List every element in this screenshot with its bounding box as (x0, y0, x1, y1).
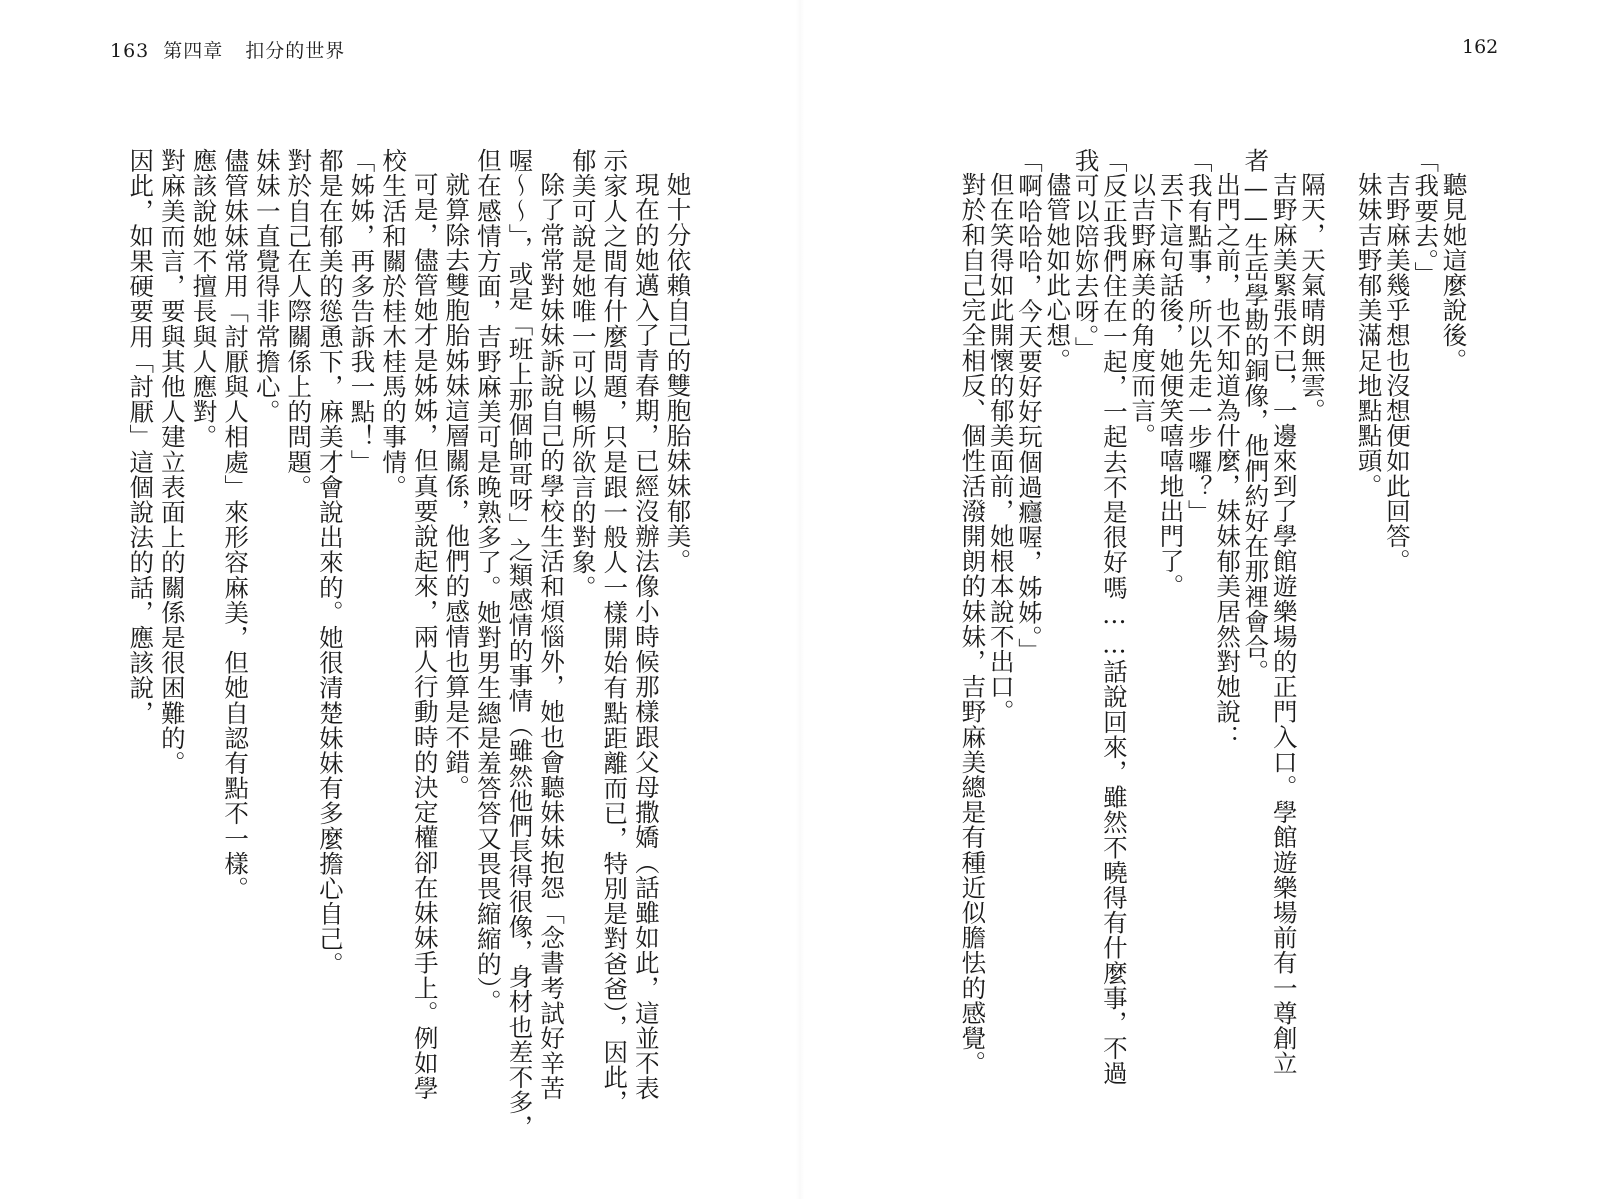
text-column: 「姊姊，再多告訴我一點！」 (347, 148, 377, 475)
text-column: 喔～～」，或是「班上那個帥哥呀」之類感情的事情（雖然他們長得很像，身材也差不多， (505, 148, 535, 1140)
text-column: 「我要去。」 (1411, 148, 1441, 287)
text-column: 應該說她不擅長與人應對。 (189, 148, 219, 450)
text-column: 除了常常對妹妹訴說自己的學校生活和煩惱外，她也會聽妹妹抱怨「念書考試好辛苦 (537, 172, 567, 1101)
text-column: 妹妹一直覺得非常擔心。 (252, 148, 282, 425)
text-column: 丟下這句話後，她便笑嘻嘻地出門了。 (1156, 172, 1186, 599)
text-column: 「啊哈哈哈，今天要好好玩個過癮喔，姊姊。」 (1015, 148, 1044, 663)
running-header-left (110, 36, 345, 63)
chapter-title: 扣分的世界 (245, 40, 346, 62)
text-column: 對麻美而言，要與其他人建立表面上的關係是很困難的。 (157, 148, 187, 776)
text-column: 可是，儘管她才是姊姊，但真要說起來，兩人行動時的決定權卻在妹妹手上。例如學 (410, 172, 440, 1101)
text-column: 現在的她邁入了青春期，已經沒辦法像小時候那樣跟父母撒嬌（話雖如此，這並不表 (631, 172, 661, 1101)
text-column: 我可以陪妳去呀。」 (1071, 148, 1101, 362)
text-column: 就算除去雙胞胎姊妹這層關係，他們的感情也算是不錯。 (442, 172, 472, 800)
text-column: 儘管妹妹常用「討厭與人相處」來形容麻美，但她自認有點不一樣。 (221, 148, 251, 901)
text-column: 「我有點事，所以先走一步囉？」 (1184, 148, 1214, 525)
text-column: 聽見她這麼說後。 (1439, 172, 1469, 373)
text-column: 她十分依賴自己的雙胞胎妹妹郁美。 (663, 172, 693, 574)
text-column: 因此，如果硬要用「討厭」這個說法的話，應該說， (126, 148, 156, 726)
text-column: 校生活和關於桂木桂馬的事情。 (379, 148, 409, 500)
text-column: 出門之前，也不知道為什麼，妹妹郁美居然對她說： (1213, 172, 1243, 750)
text-column: 妹妹吉野郁美滿足地點點頭。 (1354, 172, 1384, 499)
text-column: 示家人之間有什麼問題，只是跟一般人一樣開始有點距離而已，特別是對爸爸），因此， (600, 148, 630, 1115)
text-column: 儘管她如此心想。 (1043, 172, 1073, 373)
text-column: 「反正我們住在一起，一起去不是很好嗎……話說回來，雖然不曉得有什麼事，不過 (1099, 148, 1129, 1086)
page-number-left: 163 (110, 40, 150, 62)
text-column: 者——生岳學勘的銅像，他們約好在那裡會合。 (1241, 148, 1271, 685)
book-gutter (796, 0, 804, 1199)
text-column: 對於和自己完全相反、個性活潑開朗的妹妹，吉野麻美總是有種近似膽怯的感覺。 (958, 172, 988, 1076)
text-column: 隔天，天氣晴朗無雲。 (1298, 172, 1327, 423)
text-column: 吉野麻美幾乎想也沒想便如此回答。 (1382, 172, 1412, 574)
page-number-right: 162 (1462, 36, 1499, 58)
text-column: 以吉野麻美的角度而言。 (1128, 172, 1158, 449)
text-column: 吉野麻美緊張不已，一邊來到了學館遊樂場的正門入口。學館遊樂場前有一尊創立 (1269, 172, 1299, 1076)
text-column: 郁美可說是她唯一可以暢所欲言的對象。 (568, 148, 598, 600)
text-column: 但在笑得如此開懷的郁美面前，她根本說不出口。 (986, 172, 1016, 725)
text-column: 都是在郁美的慫恿下，麻美才會說出來的。她很清楚妹妹有多麼擔心自己。 (315, 148, 345, 977)
chapter-label: 第四章 (163, 40, 224, 62)
text-column: 對於自己在人際關係上的問題。 (284, 148, 314, 500)
text-column: 但在感情方面，吉野麻美可是晚熟多了。她對男生總是羞答答又畏畏縮縮的）。 (473, 148, 503, 1015)
